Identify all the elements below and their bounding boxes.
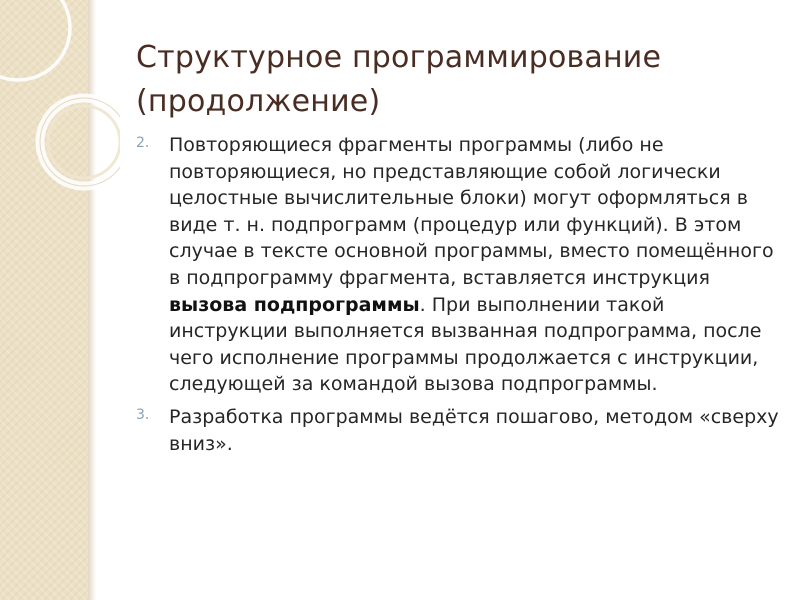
bold-term: вызова подпрограммы xyxy=(169,293,420,316)
slide-title-line-1: Структурное программирование xyxy=(136,40,662,75)
slide-title-line-2: (продолжение) xyxy=(136,84,381,119)
list-item-text xyxy=(169,132,786,398)
slide-content xyxy=(136,132,786,463)
text-segment: Повторяющиеся фрагменты программы (либо не повторяющиеся, но представляющие собой логически целостные вычислительные блоки) могут оформляться в виде т. н. подпрограмм (процедур или функций). В этом случае в тексте основной программы, вместо помещённого в подпрограмму фрагмента, вставляется инструкция xyxy=(169,134,774,289)
list-number: 3. xyxy=(136,406,150,423)
list-item-2 xyxy=(136,132,786,398)
slide-title xyxy=(136,36,786,124)
list-item-3 xyxy=(136,404,786,457)
decorative-circles xyxy=(0,0,120,260)
text-segment: . При выполнении такой инструкции выполняется вызванная подпрограмма, после чего исполнение программы продолжается с инструкции, следующей за командой вызова подпрограммы. xyxy=(169,293,762,396)
list-item-text: Разработка программы ведётся пошагово, методом «сверху вниз». xyxy=(169,405,779,455)
list-number: 2. xyxy=(136,135,150,151)
